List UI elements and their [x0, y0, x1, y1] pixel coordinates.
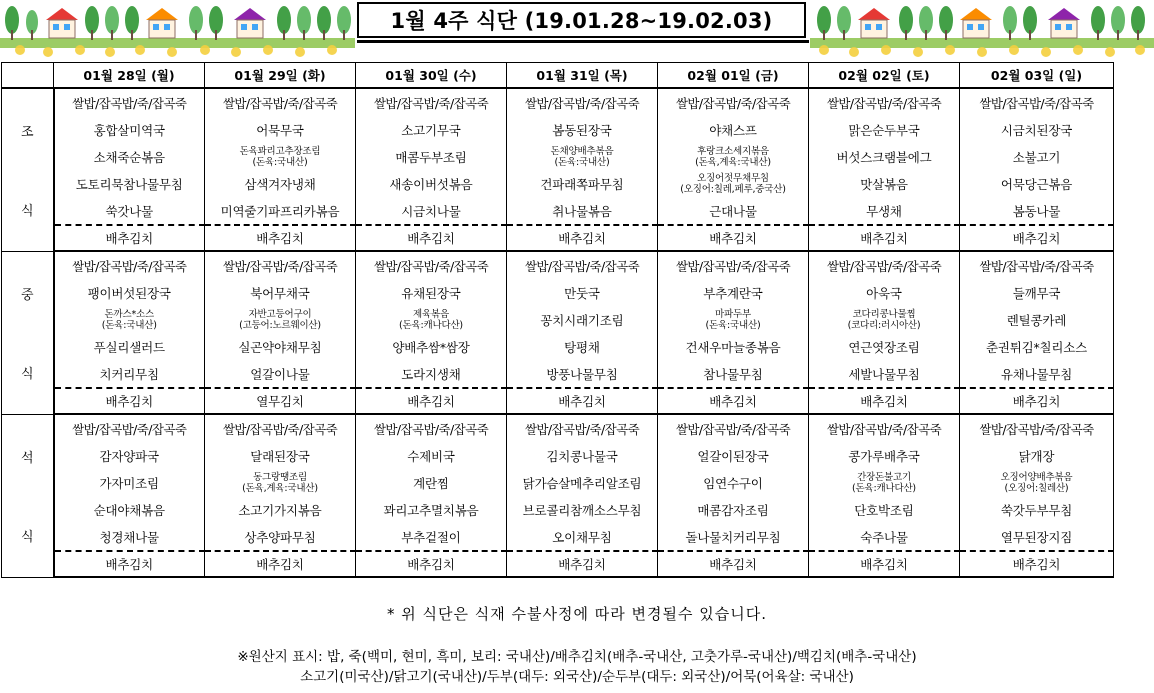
menu-cell: 가자미조림 — [54, 469, 205, 496]
menu-cell: 제육볶음 (돈육:캐나다산) — [356, 306, 507, 333]
menu-cell: 닭가슴살메추리알조림 — [507, 469, 658, 496]
menu-cell: 돈까스*소스 (돈육:국내산) — [54, 306, 205, 333]
menu-cell: 소고기무국 — [356, 116, 507, 143]
day-header: 01월 28일 (월) — [54, 63, 205, 89]
header-decoration-right — [810, 0, 1154, 58]
menu-row — [2, 197, 1114, 225]
kimchi-cell: 배추김치 — [356, 388, 507, 414]
menu-cell: 매콤감자조림 — [658, 496, 809, 523]
menu-row — [2, 251, 1114, 279]
menu-cell: 코다리콩나물찜 (코다리:러시아산) — [809, 306, 960, 333]
kimchi-cell: 배추김치 — [809, 551, 960, 577]
menu-cell: 들깨무국 — [960, 279, 1114, 306]
menu-cell: 도라지생채 — [356, 360, 507, 388]
tree-icon — [5, 6, 38, 40]
menu-cell: 간장돈불고기 (돈육:캐나다산) — [809, 469, 960, 496]
menu-cell: 참나물무침 — [658, 360, 809, 388]
menu-cell: 야채스프 — [658, 116, 809, 143]
menu-row — [2, 523, 1114, 551]
menu-row — [2, 88, 1114, 116]
menu-cell: 오징어젓무채무침 (오징어:칠레,페루,중국산) — [658, 170, 809, 197]
menu-cell: 취나물볶음 — [507, 197, 658, 225]
menu-cell: 달래된장국 — [205, 442, 356, 469]
menu-cell: 치커리무침 — [54, 360, 205, 388]
kimchi-cell: 배추김치 — [54, 225, 205, 251]
weekly-menu-table — [1, 62, 1114, 578]
menu-cell: 쌀밥/잡곡밥/죽/잡곡죽 — [507, 251, 658, 279]
menu-cell: 자반고등어구이 (고등어:노르웨이산) — [205, 306, 356, 333]
day-header: 02월 02일 (토) — [809, 63, 960, 89]
menu-row — [2, 414, 1114, 442]
menu-cell: 도토리묵참나물무침 — [54, 170, 205, 197]
meal-label-bottom: 식 — [20, 203, 34, 219]
menu-cell: 순대야채볶음 — [54, 496, 205, 523]
menu-cell: 만둣국 — [507, 279, 658, 306]
menu-cell: 열무된장지짐 — [960, 523, 1114, 551]
menu-cell: 쌀밥/잡곡밥/죽/잡곡죽 — [356, 414, 507, 442]
menu-cell: 쌀밥/잡곡밥/죽/잡곡죽 — [809, 414, 960, 442]
menu-cell: 임연수구이 — [658, 469, 809, 496]
kimchi-cell: 배추김치 — [809, 225, 960, 251]
menu-cell: 쑥갓나물 — [54, 197, 205, 225]
origin-line-2: 소고기(미국산)/닭고기(국내산)/두부(대두: 외국산)/순두부(대두: 외국산)/어묵(어육살: 국내산) — [300, 669, 854, 685]
menu-cell: 수제비국 — [356, 442, 507, 469]
menu-cell: 유채된장국 — [356, 279, 507, 306]
menu-cell: 쌀밥/잡곡밥/죽/잡곡죽 — [658, 251, 809, 279]
menu-cell: 오이채무침 — [507, 523, 658, 551]
menu-cell: 돈육꽈리고추장조림 (돈육:국내산) — [205, 143, 356, 170]
header-corner — [2, 63, 54, 89]
menu-row — [2, 225, 1114, 251]
menu-cell: 쑥갓두부무침 — [960, 496, 1114, 523]
menu-cell: 쌀밥/잡곡밥/죽/잡곡죽 — [658, 414, 809, 442]
kimchi-cell: 배추김치 — [507, 388, 658, 414]
menu-cell: 쌀밥/잡곡밥/죽/잡곡죽 — [960, 251, 1114, 279]
kimchi-cell: 배추김치 — [54, 388, 205, 414]
kimchi-cell: 배추김치 — [356, 551, 507, 577]
menu-cell: 마파두부 (돈육:국내산) — [658, 306, 809, 333]
kimchi-cell: 배추김치 — [809, 388, 960, 414]
menu-cell: 건파래쪽파무침 — [507, 170, 658, 197]
menu-cell: 동그랑땡조림 (돈육,계육:국내산) — [205, 469, 356, 496]
menu-cell: 어묵무국 — [205, 116, 356, 143]
menu-row — [2, 279, 1114, 306]
menu-cell: 오징어양배추볶음 (오징어:칠레산) — [960, 469, 1114, 496]
menu-cell: 맛살볶음 — [809, 170, 960, 197]
menu-cell: 버섯스크램블에그 — [809, 143, 960, 170]
menu-cell: 새송이버섯볶음 — [356, 170, 507, 197]
menu-row — [2, 388, 1114, 414]
menu-cell: 소고기가지볶음 — [205, 496, 356, 523]
menu-cell: 봄동나물 — [960, 197, 1114, 225]
menu-cell: 양배추쌈*쌈장 — [356, 333, 507, 360]
kimchi-cell: 배추김치 — [205, 225, 356, 251]
menu-cell: 북어무채국 — [205, 279, 356, 306]
origin-line-1: ※원산지 표시: 밥, 죽(백미, 현미, 흑미, 보리: 국내산)/배추김치(배추-국내산, 고춧가루-국내산)/백김치(배추-국내산) — [237, 649, 917, 665]
menu-cell: 브로콜리참깨소스무침 — [507, 496, 658, 523]
menu-cell: 소불고기 — [960, 143, 1114, 170]
menu-cell: 꽈리고추멸치볶음 — [356, 496, 507, 523]
kimchi-cell: 배추김치 — [54, 551, 205, 577]
day-header: 01월 29일 (화) — [205, 63, 356, 89]
menu-cell: 쌀밥/잡곡밥/죽/잡곡죽 — [356, 88, 507, 116]
kimchi-cell: 배추김치 — [960, 551, 1114, 577]
menu-cell: 김치콩나물국 — [507, 442, 658, 469]
menu-cell: 유채나물무침 — [960, 360, 1114, 388]
meal-label-top: 중 — [20, 287, 34, 303]
menu-cell: 닭개장 — [960, 442, 1114, 469]
menu-row — [2, 496, 1114, 523]
menu-row — [2, 551, 1114, 577]
menu-cell: 실곤약야채무침 — [205, 333, 356, 360]
menu-cell: 시금치된장국 — [960, 116, 1114, 143]
menu-cell: 맑은순두부국 — [809, 116, 960, 143]
menu-row — [2, 333, 1114, 360]
kimchi-cell: 배추김치 — [205, 551, 356, 577]
menu-cell: 부추계란국 — [658, 279, 809, 306]
day-header: 02월 01일 (금) — [658, 63, 809, 89]
menu-cell: 상추양파무침 — [205, 523, 356, 551]
menu-cell: 근대나물 — [658, 197, 809, 225]
menu-cell: 쌀밥/잡곡밥/죽/잡곡죽 — [54, 251, 205, 279]
house-icon-right — [858, 8, 890, 38]
kimchi-cell: 배추김치 — [356, 225, 507, 251]
menu-cell: 무생채 — [809, 197, 960, 225]
menu-cell: 삼색겨자냉채 — [205, 170, 356, 197]
menu-cell: 쌀밥/잡곡밥/죽/잡곡죽 — [54, 88, 205, 116]
kimchi-cell: 열무김치 — [205, 388, 356, 414]
menu-row — [2, 306, 1114, 333]
menu-cell: 쌀밥/잡곡밥/죽/잡곡죽 — [205, 251, 356, 279]
header-decoration-left — [0, 0, 355, 58]
menu-row — [2, 360, 1114, 388]
house-icon — [46, 8, 78, 38]
menu-cell: 춘권튀김*칠리소스 — [960, 333, 1114, 360]
menu-cell: 봄동된장국 — [507, 116, 658, 143]
menu-cell: 세발나물무침 — [809, 360, 960, 388]
menu-cell: 감자양파국 — [54, 442, 205, 469]
kimchi-cell: 배추김치 — [658, 551, 809, 577]
day-header: 01월 30일 (수) — [356, 63, 507, 89]
menu-cell: 콩가루배추국 — [809, 442, 960, 469]
meal-label — [2, 251, 54, 414]
menu-cell: 푸실리샐러드 — [54, 333, 205, 360]
menu-row — [2, 143, 1114, 170]
menu-cell: 어묵당근볶음 — [960, 170, 1114, 197]
menu-cell: 청경채나물 — [54, 523, 205, 551]
day-header: 02월 03일 (일) — [960, 63, 1114, 89]
menu-title: 1월 4주 식단 (19.01.28~19.02.03) — [357, 2, 806, 38]
menu-cell: 돌나물치커리무침 — [658, 523, 809, 551]
menu-cell: 쌀밥/잡곡밥/죽/잡곡죽 — [809, 88, 960, 116]
menu-cell: 꽁치시래기조림 — [507, 306, 658, 333]
menu-cell: 팽이버섯된장국 — [54, 279, 205, 306]
menu-row — [2, 116, 1114, 143]
menu-cell: 쌀밥/잡곡밥/죽/잡곡죽 — [960, 414, 1114, 442]
menu-cell: 쌀밥/잡곡밥/죽/잡곡죽 — [960, 88, 1114, 116]
kimchi-cell: 배추김치 — [658, 388, 809, 414]
menu-cell: 쌀밥/잡곡밥/죽/잡곡죽 — [658, 88, 809, 116]
change-notice: * 위 식단은 식재 수불사정에 따라 변경될수 있습니다. — [387, 605, 767, 623]
menu-cell: 쌀밥/잡곡밥/죽/잡곡죽 — [356, 251, 507, 279]
kimchi-cell: 배추김치 — [658, 225, 809, 251]
menu-cell: 시금치나물 — [356, 197, 507, 225]
menu-cell: 방풍나물무침 — [507, 360, 658, 388]
meal-label-top: 조 — [20, 124, 34, 140]
menu-cell: 아욱국 — [809, 279, 960, 306]
day-header-row — [2, 63, 1114, 89]
menu-row — [2, 469, 1114, 496]
menu-cell: 미역줄기파프리카볶음 — [205, 197, 356, 225]
menu-cell: 홍합살미역국 — [54, 116, 205, 143]
kimchi-cell: 배추김치 — [507, 551, 658, 577]
menu-cell: 숙주나물 — [809, 523, 960, 551]
menu-cell: 건새우마늘종볶음 — [658, 333, 809, 360]
menu-cell: 얼갈이된장국 — [658, 442, 809, 469]
menu-cell: 얼갈이나물 — [205, 360, 356, 388]
menu-cell: 돈채양배추볶음 (돈육:국내산) — [507, 143, 658, 170]
kimchi-cell: 배추김치 — [960, 388, 1114, 414]
menu-cell: 연근엿장조림 — [809, 333, 960, 360]
meal-label-bottom: 식 — [20, 529, 34, 545]
menu-cell: 소채죽순볶음 — [54, 143, 205, 170]
menu-cell: 쌀밥/잡곡밥/죽/잡곡죽 — [205, 414, 356, 442]
menu-cell: 쌀밥/잡곡밥/죽/잡곡죽 — [205, 88, 356, 116]
kimchi-cell: 배추김치 — [507, 225, 658, 251]
meal-label-bottom: 식 — [20, 366, 34, 382]
menu-cell: 후랑크소세지볶음 (돈육,계육:국내산) — [658, 143, 809, 170]
menu-cell: 탕평채 — [507, 333, 658, 360]
menu-cell: 부추겉절이 — [356, 523, 507, 551]
title-underline — [357, 40, 809, 43]
menu-cell: 계란찜 — [356, 469, 507, 496]
meal-label — [2, 414, 54, 577]
menu-cell: 쌀밥/잡곡밥/죽/잡곡죽 — [809, 251, 960, 279]
menu-cell: 쌀밥/잡곡밥/죽/잡곡죽 — [507, 88, 658, 116]
day-header: 01월 31일 (목) — [507, 63, 658, 89]
kimchi-cell: 배추김치 — [960, 225, 1114, 251]
menu-cell: 매콤두부조림 — [356, 143, 507, 170]
meal-label-top: 석 — [20, 450, 34, 466]
meal-label — [2, 88, 54, 251]
menu-cell: 쌀밥/잡곡밥/죽/잡곡죽 — [507, 414, 658, 442]
menu-row — [2, 442, 1114, 469]
menu-cell: 단호박조림 — [809, 496, 960, 523]
menu-cell: 렌틸콩카레 — [960, 306, 1114, 333]
menu-cell: 쌀밥/잡곡밥/죽/잡곡죽 — [54, 414, 205, 442]
menu-row — [2, 170, 1114, 197]
